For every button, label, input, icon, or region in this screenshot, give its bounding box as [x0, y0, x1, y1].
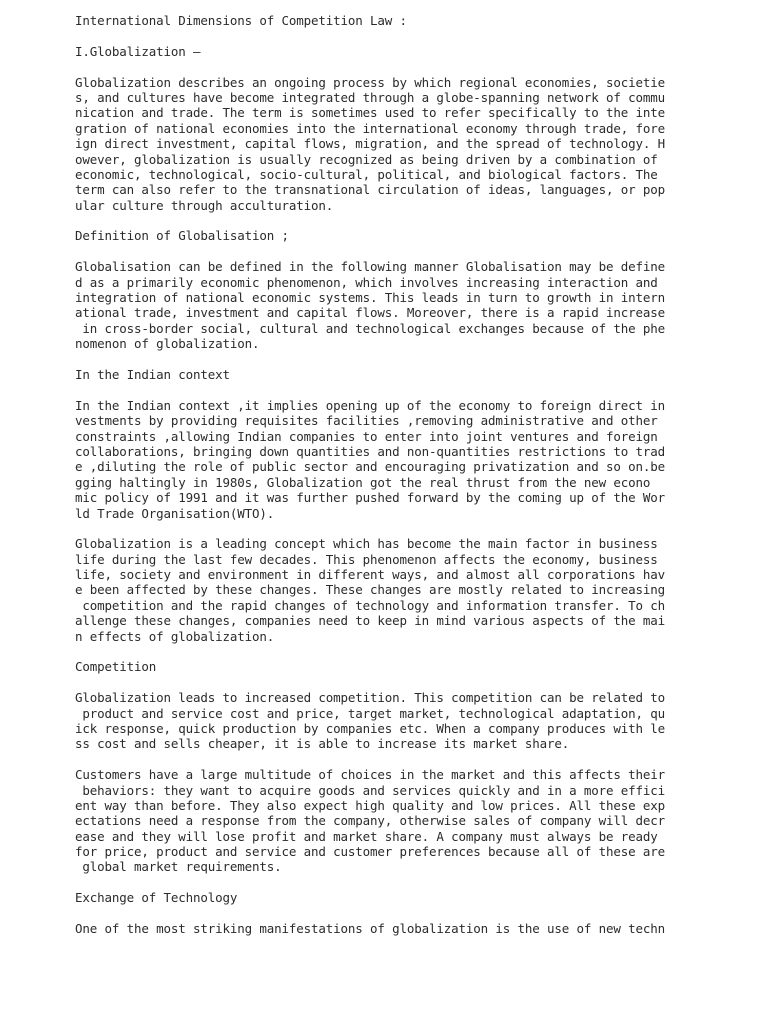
- text-line: nication and trade. The term is sometimes used to refer specifically to the inte: [75, 105, 666, 121]
- section-heading-indian-context: In the Indian context: [75, 366, 230, 382]
- text-line: mic policy of 1991 and it was further pushed forward by the coming up of the Wor: [75, 490, 666, 506]
- text-line: ick response, quick production by companies etc. When a company produces with le: [75, 720, 666, 736]
- section-heading-globalization: I.Globalization –: [75, 43, 201, 59]
- text-line: Customers have a large multitude of choices in the market and this affects their: [75, 767, 666, 783]
- text-line: In the Indian context ,it implies opening up of the economy to foreign direct in: [75, 397, 666, 413]
- spacer: [75, 644, 685, 659]
- text-line: One of the most striking manifestations of globalization is the use of new techn: [75, 921, 666, 937]
- text-line: economic, technological, socio-cultural, political, and biological factors. The: [75, 166, 658, 182]
- spacer: [75, 213, 685, 228]
- text-line: global market requirements.: [75, 859, 282, 875]
- text-line: life, society and environment in different ways, and almost all corporations hav: [75, 567, 666, 583]
- section-heading-technology: Exchange of Technology: [75, 890, 238, 906]
- text-line: gging haltingly in 1980s, Globalization got the real thrust from the new econo: [75, 474, 651, 490]
- text-line: collaborations, bringing down quantities and non-quantities restrictions to trad: [75, 443, 666, 459]
- text-line: term can also refer to the transnational circulation of ideas, languages, or pop: [75, 182, 666, 198]
- text-line: ease and they will lose profit and market share. A company must always be ready: [75, 828, 658, 844]
- paragraph-competition-2: [75, 767, 685, 875]
- paragraph-globalization: [75, 75, 685, 214]
- text-line: Globalization leads to increased competition. This competition can be related to: [75, 690, 666, 706]
- spacer: [75, 352, 685, 367]
- text-line: d as a primarily economic phenomenon, which involves increasing interaction and: [75, 274, 658, 290]
- section-heading-definition: Definition of Globalisation ;: [75, 228, 289, 244]
- text-line: e been affected by these changes. These changes are mostly related to increasing: [75, 582, 666, 598]
- text-line: Globalization is a leading concept which has become the main factor in business: [75, 536, 658, 552]
- text-line: constraints ,allowing Indian companies to enter into joint ventures and foreign: [75, 428, 658, 444]
- text-line: ular culture through acculturation.: [75, 197, 334, 213]
- paragraph-definition: [75, 259, 685, 351]
- text-line: ign direct investment, capital flows, migration, and the spread of technology. H: [75, 136, 666, 152]
- spacer: [75, 382, 685, 397]
- text-line: product and service cost and price, target market, technological adaptation, qu: [75, 705, 666, 721]
- paragraph-competition-1: [75, 690, 685, 752]
- text-line: Globalisation can be defined in the following manner Globalisation may be define: [75, 259, 666, 275]
- text-line: life during the last few decades. This phenomenon affects the economy, business: [75, 551, 658, 567]
- text-line: Globalization describes an ongoing process by which regional economies, societie: [75, 74, 666, 90]
- text-line: nomenon of globalization.: [75, 336, 260, 352]
- text-line: ational trade, investment and capital flows. Moreover, there is a rapid increase: [75, 305, 666, 321]
- spacer: [75, 875, 685, 890]
- text-line: ld Trade Organisation(WTO).: [75, 505, 275, 521]
- paragraph-leading-concept: [75, 536, 685, 644]
- spacer: [75, 752, 685, 767]
- document-page: [75, 13, 685, 936]
- text-line: s, and cultures have become integrated through a globe-spanning network of commu: [75, 89, 666, 105]
- text-line: behaviors: they want to acquire goods and services quickly and in a more effici: [75, 782, 666, 798]
- text-line: allenge these changes, companies need to keep in mind various aspects of the mai: [75, 613, 666, 629]
- spacer: [75, 521, 685, 536]
- text-line: competition and the rapid changes of technology and information transfer. To ch: [75, 597, 666, 613]
- section-heading-competition: Competition: [75, 659, 157, 675]
- text-line: e ,diluting the role of public sector and encouraging privatization and so on.be: [75, 459, 666, 475]
- spacer: [75, 675, 685, 690]
- spacer: [75, 244, 685, 259]
- text-line: for price, product and service and customer preferences because all of these are: [75, 844, 666, 860]
- text-line: owever, globalization is usually recognized as being driven by a combination of: [75, 151, 658, 167]
- text-line: ent way than before. They also expect high quality and low prices. All these exp: [75, 797, 666, 813]
- spacer: [75, 28, 685, 43]
- text-line: ss cost and sells cheaper, it is able to increase its market share.: [75, 736, 570, 752]
- spacer: [75, 906, 685, 921]
- text-line: gration of national economies into the international economy through trade, fore: [75, 120, 666, 136]
- paragraph-indian-context: [75, 398, 685, 521]
- text-line: n effects of globalization.: [75, 628, 275, 644]
- text-line: in cross-border social, cultural and technological exchanges because of the phe: [75, 320, 666, 336]
- spacer: [75, 59, 685, 74]
- paragraph-technology: [75, 921, 685, 936]
- document-title: International Dimensions of Competition Law :: [75, 13, 407, 28]
- text-line: integration of national economic systems. This leads in turn to growth in intern: [75, 290, 666, 306]
- text-line: vestments by providing requisites facilities ,removing administrative and other: [75, 413, 658, 429]
- text-line: ectations need a response from the company, otherwise sales of company will decr: [75, 813, 666, 829]
